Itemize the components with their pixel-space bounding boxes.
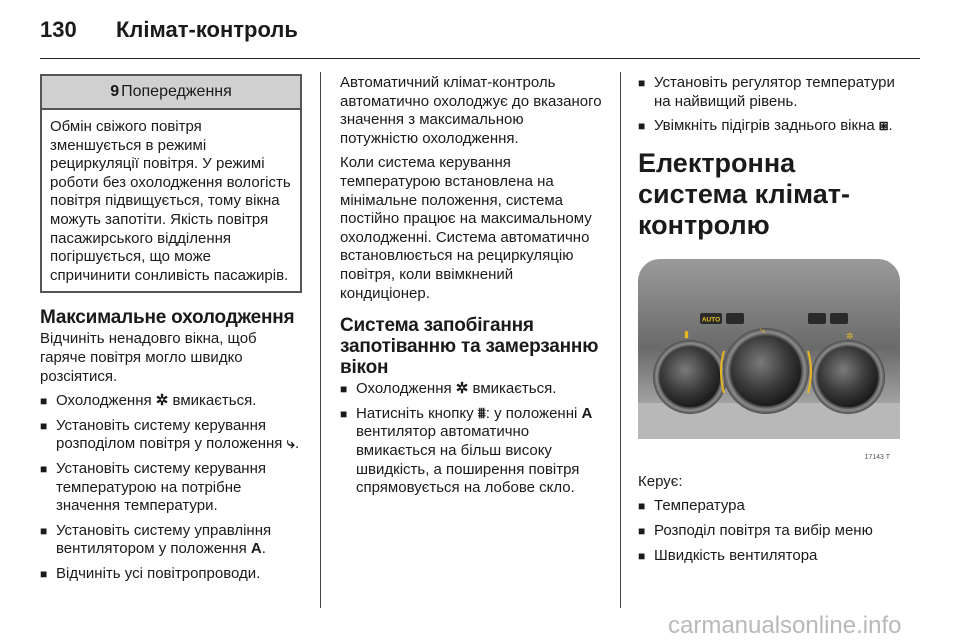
item-text-end: вмикається. <box>468 380 557 398</box>
item-text: Натисніть кнопку <box>356 404 474 422</box>
max-cooling-intro: Відчиніть ненадовго вікна, щоб гаряче повітря могло швидко розсіятися. <box>40 330 257 385</box>
temperature-knob <box>660 347 720 407</box>
warning-icon: 9 <box>110 82 120 100</box>
list-item <box>638 74 902 111</box>
list-item <box>638 117 902 136</box>
column-right <box>638 74 902 571</box>
header-rule <box>40 58 920 59</box>
column-middle <box>340 74 604 504</box>
auto-button-label: AUTO <box>701 316 721 324</box>
air-distribution-icon: ⤷ <box>286 435 295 453</box>
rear-heater-button <box>830 313 848 324</box>
item-text: Увімкніть підігрів заднього вікна <box>654 117 875 135</box>
max-cooling-list <box>40 392 302 583</box>
page-title: Клімат-контроль <box>116 17 298 42</box>
item-text-end: вмикається. <box>168 392 257 410</box>
item-text-end: . <box>295 435 300 453</box>
fan-speed-knob <box>818 347 878 407</box>
item-text: Установіть систему управління вентилятором у положення <box>56 521 272 558</box>
list-item <box>40 417 302 454</box>
item-text: Установіть систему керування температурою на потрібне значення температури. <box>56 459 266 515</box>
defog-list-continued <box>638 74 902 136</box>
temperature-icon: ▮ <box>684 328 689 339</box>
list-item: ■ Швидкість вентилятора <box>638 547 902 566</box>
airflow-icon: ⤷ <box>760 324 766 335</box>
climate-panel-illustration <box>638 253 900 465</box>
list-item: ■ Температура <box>638 497 902 516</box>
warning-title: Попередження <box>121 82 232 100</box>
defrost-button <box>808 313 826 324</box>
list-item <box>340 380 604 399</box>
snowflake-icon: ✲ <box>155 392 169 410</box>
fan-auto-icon: A <box>250 540 262 558</box>
middle-paragraph-1: Автоматичний клімат-контроль автоматично охолоджує до вказаного значення з максимальною потужністю охолодження. <box>340 74 602 147</box>
item-text: Охолодження <box>56 392 152 410</box>
defog-heading: Система запобігання запотіванню та замерзанню вікон <box>340 315 599 379</box>
item-text: Відчиніть усі повітропроводи. <box>56 564 261 582</box>
item-text: Установіть систему керування розподілом повітря у положення <box>56 416 283 453</box>
item-text-mid: : у положенні <box>485 404 578 422</box>
climate-control-heading: Електронна система клімат-контролю <box>638 147 850 240</box>
item-text: Охолодження <box>356 380 452 398</box>
windshield-defrost-icon: ⩩ <box>477 404 486 422</box>
page-header <box>40 10 298 50</box>
max-cooling-heading: Максимальне охолодження <box>40 307 295 329</box>
controls-list <box>638 497 902 565</box>
column-divider-2 <box>620 72 621 608</box>
rear-window-heater-icon: ⧆ <box>878 117 889 135</box>
image-code: 17143 T <box>864 453 890 461</box>
air-distribution-knob <box>731 336 801 406</box>
fan-icon: ✲ <box>846 330 854 341</box>
middle-paragraph-2: Коли система керування температурою встановлена на мінімальне положення, система постійно працює на максимальному охолодженні. Система автоматично встановлюється на рециркуляцію повітря, коли ввімкнений кондиціонер. <box>340 154 592 302</box>
auto-button <box>700 313 722 324</box>
item-text-end: вентилятор автоматично вмикається на більш високу швидкість, а поширення повітря спрямовується на лобове скло. <box>356 423 580 497</box>
page-number: 130 <box>40 17 77 42</box>
item-text-end: . <box>888 117 893 135</box>
list-item <box>340 405 604 498</box>
controls-caption: Керує: <box>638 472 683 490</box>
recirculation-button <box>726 313 744 324</box>
list-item <box>40 522 302 559</box>
column-divider-1 <box>320 72 321 608</box>
column-left <box>40 74 302 589</box>
warning-text: Обмін свіжого повітря зменшується в режимі рециркуляції повітря. У режимі роботи без охолодження вологість повітря підвищується, тому вікна можуть запотіти. Якість повітря пасажирського відділення погіршується, що може спричинити сонливість пасажирів. <box>50 118 291 284</box>
defog-list <box>340 380 604 498</box>
warning-header <box>42 76 300 110</box>
list-item <box>40 392 302 411</box>
item-text: Установіть регулятор температури на найвищий рівень. <box>654 74 895 110</box>
watermark: carmanualsonline.info <box>668 612 902 639</box>
climate-panel-image <box>638 253 900 465</box>
list-item <box>40 460 302 516</box>
snowflake-icon: ✲ <box>455 380 469 398</box>
list-item <box>40 565 302 584</box>
warning-box <box>40 74 302 293</box>
item-text-end: . <box>261 540 266 558</box>
fan-auto-icon: A <box>581 404 593 422</box>
list-item: ■ Розподіл повітря та вибір меню <box>638 522 902 541</box>
